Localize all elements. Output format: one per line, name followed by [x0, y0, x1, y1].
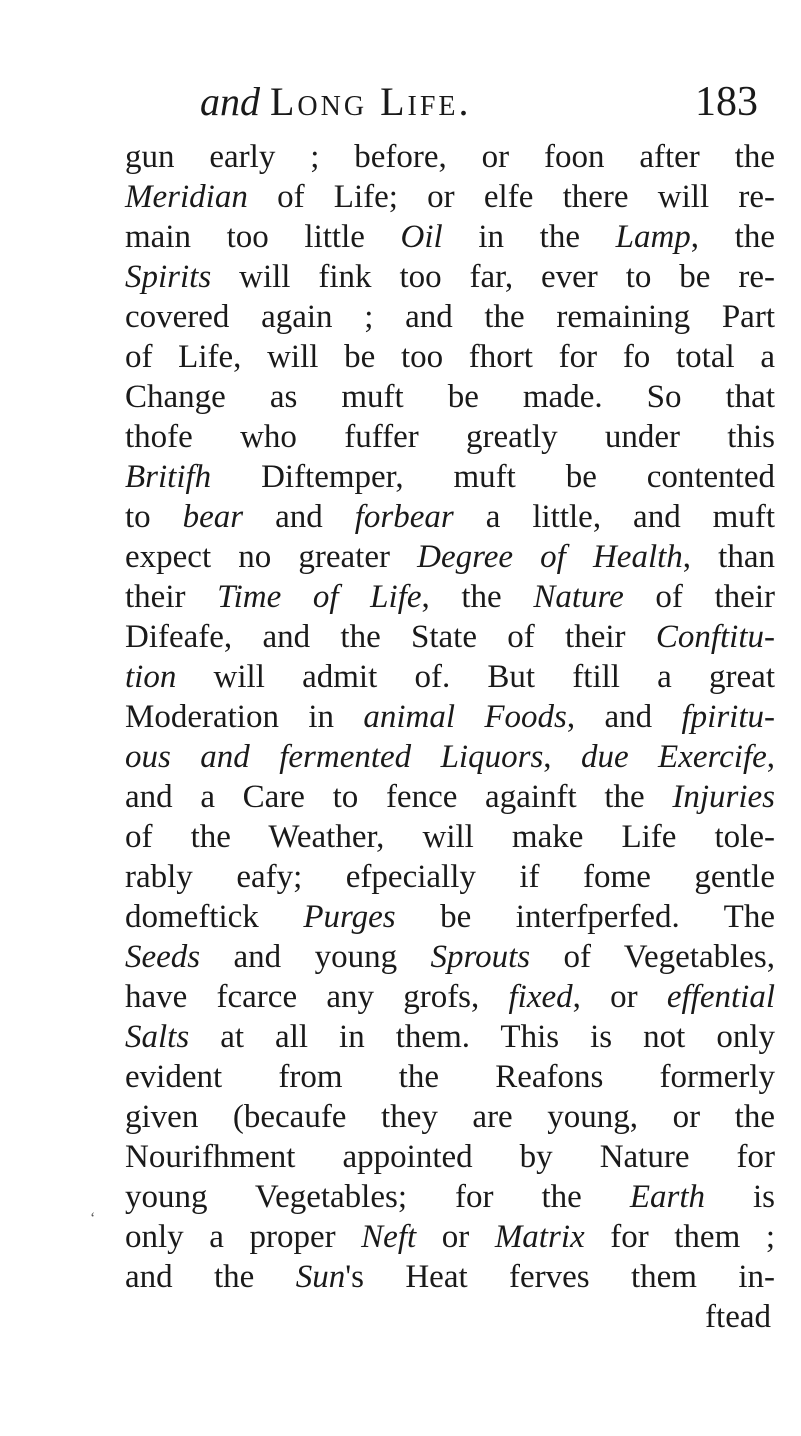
text-segment: Change as muft be made. So that	[125, 379, 775, 415]
italic-text: bear	[182, 499, 244, 535]
italic-text: Earth	[629, 1179, 705, 1215]
text-segment: be interfperfed. The	[395, 899, 775, 935]
italic-text: Britifh	[125, 459, 212, 495]
text-line	[125, 1257, 775, 1297]
italic-text: effential	[666, 979, 775, 1015]
text-line	[125, 977, 775, 1017]
text-segment: , the	[690, 219, 775, 255]
italic-text: fixed	[508, 979, 573, 1015]
text-line	[125, 417, 775, 457]
italic-text: Spirits	[125, 259, 212, 295]
text-segment: Nourifhment appointed by Nature for	[125, 1139, 775, 1175]
text-segment: , than	[682, 539, 775, 575]
text-line	[125, 1177, 775, 1217]
text-line	[125, 1017, 775, 1057]
italic-text: Sprouts	[430, 939, 531, 975]
italic-text: fpiritu-	[681, 699, 775, 735]
text-segment: of the Weather, will make Life tole-	[125, 819, 775, 855]
italic-text: Lamp	[615, 219, 691, 255]
text-line	[125, 377, 775, 417]
text-segment: , or	[572, 979, 667, 1015]
text-segment: domeftick	[125, 899, 304, 935]
text-segment: Difeafe, and the State of their	[125, 619, 656, 655]
text-segment: and	[243, 499, 355, 535]
page-number: 183	[695, 79, 758, 125]
text-line	[125, 817, 775, 857]
italic-text: Sun	[295, 1259, 346, 1295]
text-line	[125, 857, 775, 897]
text-segment: Diftemper, muft be contented	[211, 459, 775, 495]
text-segment: gun early ; before, or foon after the	[125, 139, 775, 175]
text-line	[125, 697, 775, 737]
text-line	[125, 577, 775, 617]
text-segment: main too little	[125, 219, 401, 255]
italic-text: Oil	[400, 219, 443, 255]
text-segment: thofe who fuffer greatly under this	[125, 419, 775, 455]
text-line	[125, 777, 775, 817]
text-segment: ,	[543, 739, 581, 775]
text-segment: of Life; or elfe there will re-	[247, 179, 775, 215]
text-line	[125, 737, 775, 777]
text-segment: 's Heat ferves them in-	[345, 1259, 775, 1295]
text-segment: to	[125, 499, 183, 535]
text-segment: ,	[766, 739, 776, 775]
text-segment: will admit of. But ftill a great	[176, 659, 775, 695]
text-segment: have fcarce any grofs,	[125, 979, 509, 1015]
italic-text: Time of Life	[217, 579, 422, 615]
italic-text: Degree of Health	[417, 539, 683, 575]
text-line	[125, 937, 775, 977]
italic-text: Nature	[533, 579, 624, 615]
text-segment: given (becaufe they are young, or the	[125, 1099, 775, 1135]
text-line	[125, 1297, 775, 1337]
running-header-title: Long Life.	[270, 79, 472, 124]
text-segment: evident from the Reafons formerly	[125, 1059, 775, 1095]
italic-text: ous and fermented Liquors	[125, 739, 544, 775]
text-line	[125, 457, 775, 497]
italic-text: due Exercife	[580, 739, 767, 775]
text-line	[125, 137, 775, 177]
text-line	[125, 657, 775, 697]
text-line	[125, 297, 775, 337]
italic-text: animal Foods	[363, 699, 567, 735]
text-segment: , and	[566, 699, 682, 735]
text-segment: young Vegetables; for the	[125, 1179, 630, 1215]
text-segment: , the	[421, 579, 534, 615]
text-segment: for them ;	[584, 1219, 775, 1255]
text-segment: covered again ; and the remaining Part	[125, 299, 775, 335]
text-line	[125, 1137, 775, 1177]
text-segment: rably eafy; efpecially if fome gentle	[125, 859, 775, 895]
text-segment: expect no greater	[125, 539, 418, 575]
text-segment: at all in them. This is not only	[189, 1019, 775, 1055]
text-line	[125, 897, 775, 937]
text-segment: a little, and muft	[453, 499, 776, 535]
text-segment: of Vegetables,	[530, 939, 775, 975]
text-segment: Moderation in	[125, 699, 364, 735]
text-line	[125, 337, 775, 377]
text-line	[125, 1057, 775, 1097]
text-segment: and young	[200, 939, 431, 975]
italic-text: Meridian	[125, 179, 248, 215]
text-segment: and the	[125, 1259, 296, 1295]
text-line	[125, 177, 775, 217]
text-line	[125, 1217, 775, 1257]
text-segment: will fink too far, ever to be re-	[211, 259, 775, 295]
text-segment: their	[125, 579, 218, 615]
text-line	[125, 1097, 775, 1137]
body-text	[125, 137, 775, 1337]
text-line	[125, 217, 775, 257]
italic-text: Matrix	[494, 1219, 585, 1255]
italic-text: Neft	[361, 1219, 417, 1255]
text-segment: and a Care to fence againft the	[125, 779, 673, 815]
italic-text: Purges	[303, 899, 396, 935]
text-line	[125, 537, 775, 577]
italic-text: forbear	[354, 499, 454, 535]
text-line	[125, 497, 775, 537]
italic-text: Salts	[125, 1019, 190, 1055]
text-segment: in the	[442, 219, 616, 255]
italic-text: Injuries	[672, 779, 775, 815]
text-segment: or	[416, 1219, 495, 1255]
text-segment: of their	[623, 579, 775, 615]
text-segment: ftead	[705, 1299, 771, 1335]
text-segment: of Life, will be too fhort for fo total a	[125, 339, 775, 375]
text-segment: is	[704, 1179, 775, 1215]
running-header-italic: and	[200, 79, 260, 124]
italic-text: Conftitu-	[655, 619, 775, 655]
italic-text: Seeds	[125, 939, 201, 975]
text-line	[125, 617, 775, 657]
margin-mark: ‘	[90, 1210, 96, 1227]
italic-text: tion	[125, 659, 177, 695]
running-header	[200, 72, 770, 132]
text-line	[125, 257, 775, 297]
text-segment: only a proper	[125, 1219, 362, 1255]
